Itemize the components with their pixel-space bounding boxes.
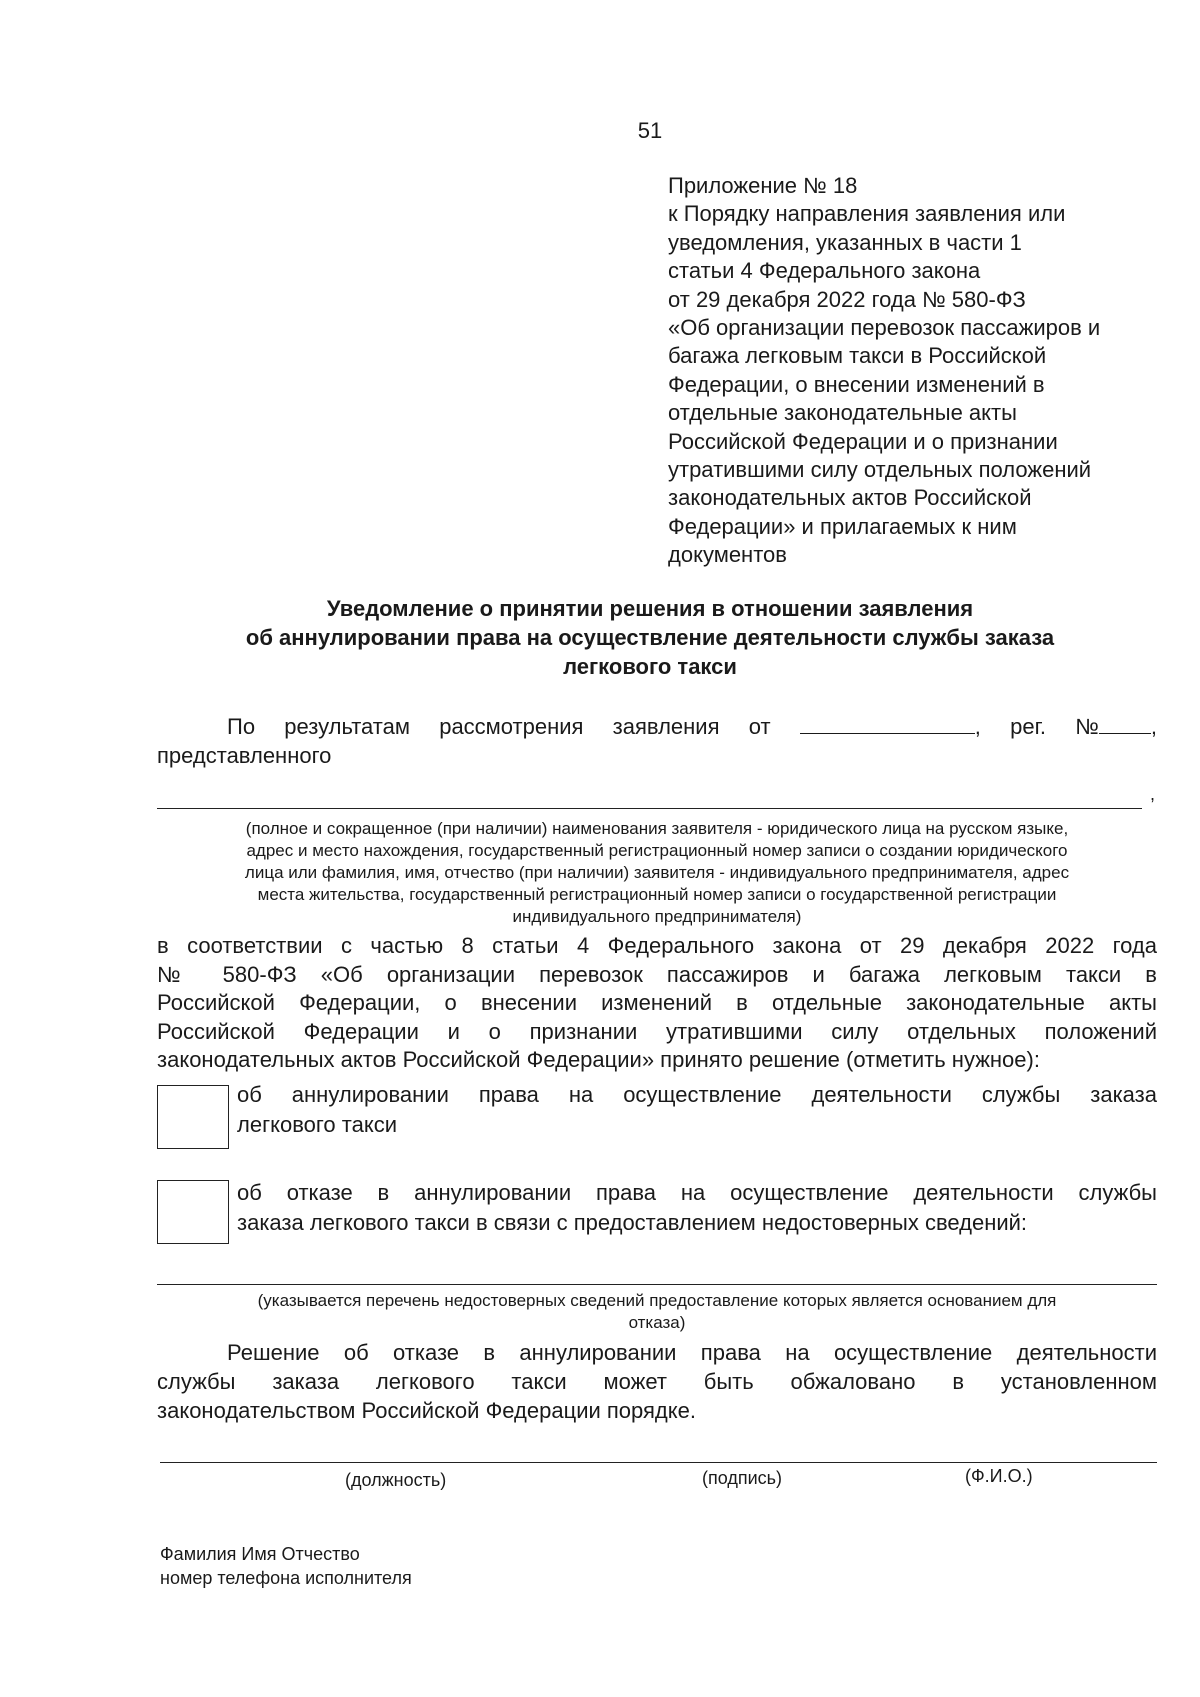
intro-paragraph [157,712,1157,770]
appendix-line: «Об организации перевозок пассажиров и [668,315,1101,341]
appendix-line: Приложение № 18 [668,173,858,198]
position-label: (должность) [345,1470,447,1490]
appendix-line: утратившими силу отдельных положений [668,457,1092,483]
annul-checkbox[interactable] [157,1085,229,1149]
appendix-line: отдельные законодательные акты [668,400,1017,426]
title-line: об аннулировании права на осуществление деятельности службы заказа [245,625,1055,650]
note-line: места жительства, государственный регистрационный номер записи о государственной регистрации [257,885,1057,904]
applicant-note [157,818,1157,928]
appendix-line: от 29 декабря 2022 года № 580-ФЗ [668,286,1026,312]
note-line: (указывается перечень недостоверных сведений предоставление которых является основанием для [257,1291,1057,1310]
note-line: (полное и сокращенное (при наличии) наименования заявителя - юридического лица на русском языке, [245,819,1069,838]
intro-word: № [1075,714,1099,739]
intro-word: рег. [1010,714,1047,739]
intro-word: заявления [612,714,720,739]
appendix-line: статьи 4 Федерального закона [668,258,981,284]
date-blank-line [800,713,975,734]
intro-word: По [227,714,256,739]
footer-line: номер телефона исполнителя [160,1568,412,1588]
note-line: отказа) [628,1313,686,1332]
page-number: 51 [637,118,663,143]
intro-line [157,712,1157,741]
appendix-line: Федерации, о внесении изменений в [668,371,1045,397]
appendix-line: законодательных актов Российской [668,485,1032,511]
appendix-header [668,172,1168,570]
body-line: в соответствии с частью 8 статьи 4 Федерального закона от 29 декабря 2022 года [157,933,1157,958]
intro-line: представленного [157,743,332,768]
reasons-line[interactable] [157,1284,1157,1285]
option-line: заказа легкового такси в связи с предоставлением недостоверных сведений: [237,1210,1028,1235]
option-line: об отказе в аннулировании права на осуществление деятельности службы [237,1180,1157,1205]
refuse-option-label [237,1178,1157,1238]
reasons-note [157,1290,1157,1334]
date-blank[interactable] [800,712,981,741]
title-line: легкового такси [563,654,737,679]
appendix-line: документов [668,542,787,568]
appeal-paragraph [157,1338,1157,1425]
intro-word: от [748,714,771,739]
note-line: лица или фамилия, имя, отчество (при наличии) заявителя - индивидуального предпринимателя, адрес [244,863,1070,882]
decision-line: законодательством Российской Федерации порядке. [157,1398,696,1423]
option-line: легкового такси [237,1112,397,1137]
applicant-line-comma: , [1150,784,1156,804]
body-line: Российской Федерации и о признании утратившими силу отдельных положений [157,1018,1157,1044]
appendix-line: Российской Федерации и о признании [668,428,1058,454]
annul-option-label [237,1080,1157,1140]
note-line: индивидуального предпринимателя) [512,907,802,926]
intro-word: рассмотрения [439,714,584,739]
decision-line: Решение об отказе в аннулировании права на осуществление деятельности [227,1340,1157,1365]
appendix-line: к Порядку направления заявления или [668,201,1066,227]
intro-word: , [974,714,981,739]
signature-label: (подпись) [702,1468,783,1488]
intro-word: , [1150,714,1157,739]
note-line: адрес и место нахождения, государственный регистрационный номер записи о создании юридического [246,841,1068,860]
option-line: об аннулировании права на осуществление деятельности службы заказа [237,1082,1157,1107]
fio-label: (Ф.И.О.) [965,1466,1033,1486]
appendix-line: уведомления, указанных в части 1 [668,229,1022,255]
appendix-line: Федерации» и прилагаемых к ним [668,513,1017,539]
executor-info [160,1542,412,1590]
appendix-line: багажа легковым такси в Российской [668,343,1047,369]
signature-line[interactable] [160,1462,1157,1463]
body-line: № 580-ФЗ «Об организации перевозок пассажиров и багажа легковым такси в [157,961,1157,987]
refuse-checkbox[interactable] [157,1180,229,1244]
document-title [150,594,1150,681]
decision-body [157,932,1157,1075]
title-line: Уведомление о принятии решения в отношении заявления [326,596,974,621]
reg-number-blank-line [1099,713,1151,734]
reg-number-blank[interactable] [1075,712,1157,741]
footer-line: Фамилия Имя Отчество [160,1544,360,1564]
intro-word: результатам [284,714,410,739]
body-line: Российской Федерации, о внесении изменений в отдельные законодательные акты [157,990,1157,1015]
applicant-name-line[interactable] [157,808,1142,809]
decision-line: службы заказа легкового такси может быть обжаловано в установленном [157,1369,1157,1394]
body-line: законодательных актов Российской Федерации» принято решение (отметить нужное): [157,1047,1040,1072]
